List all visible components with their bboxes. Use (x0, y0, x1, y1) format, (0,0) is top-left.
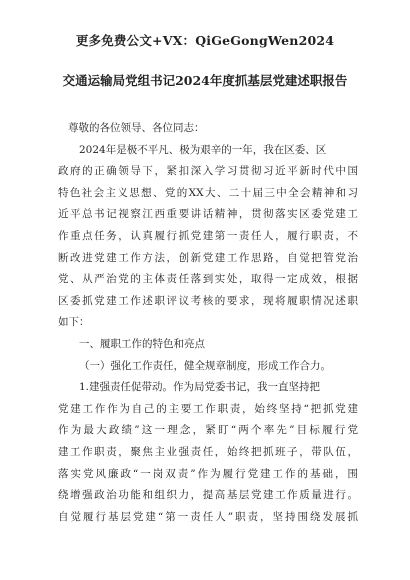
paragraph-line: 区委抓党建工作述职评议考核的要求，现将履职情况述职 (58, 294, 358, 307)
paragraph-line: 近平总书记视察江西重要讲话精神，贯彻落实区委党建工 (58, 208, 358, 221)
paragraph-line: 党、从严治党的主体责任落到实处，取得一定成效，根据 (58, 273, 358, 286)
section-heading: 一、履职工作的特色和亮点 (79, 337, 205, 350)
document-title: 交通运输局党组书记2024年度抓基层党建述职报告 (62, 73, 348, 88)
paragraph-line: 断改进党建工作方法，创新党建工作思路，自觉把管党治 (58, 251, 358, 264)
paragraph-line: 建工作职责，聚焦主业强责任，始终把抓班子，带队伍， (58, 445, 358, 458)
paragraph-line: 作重点任务，认真履行抓党建第一责任人，履行职责，不 (58, 229, 358, 242)
paragraph-line: 政府的正确领导下，紧扣深入学习贯彻习近平新时代中国 (58, 165, 358, 178)
paragraph-line: 落实党风廉政“一岗双责”作为履行党建工作的基础，围 (58, 467, 358, 480)
paragraph-line: 自觉履行基层党建“第一责任人”职责，坚持围绕发展抓 (58, 510, 358, 523)
paragraph-line: 如下： (58, 316, 90, 329)
watermark-header: 更多免费公文+VX：QiGeGongWen2024 (75, 33, 335, 48)
paragraph-line: 作为最大政绩”这一理念，紧盯“两个率先”目标履行党 (58, 424, 358, 437)
salutation: 尊敬的各位领导、各位同志： (68, 122, 205, 134)
paragraph-line: 2024年是极不平凡、极为艰辛的一年，我在区委、区 (79, 143, 327, 156)
document-body (58, 118, 358, 528)
paragraph-line: 党建工作作为自己的主要工作职责，始终坚持“把抓党建 (58, 402, 358, 415)
paragraph-line: 1.建强责任促带动。作为局党委书记，我一直坚持把 (79, 381, 321, 394)
paragraph-line: 特色社会主义思想、党的XX大、二十届三中全会精神和习 (58, 186, 358, 199)
subsection-heading: （一）强化工作责任，健全规章制度，形成工作合力。 (79, 359, 331, 372)
paragraph-line: 绕增强政治功能和组织力，提高基层党建工作质量进行。 (58, 489, 358, 502)
